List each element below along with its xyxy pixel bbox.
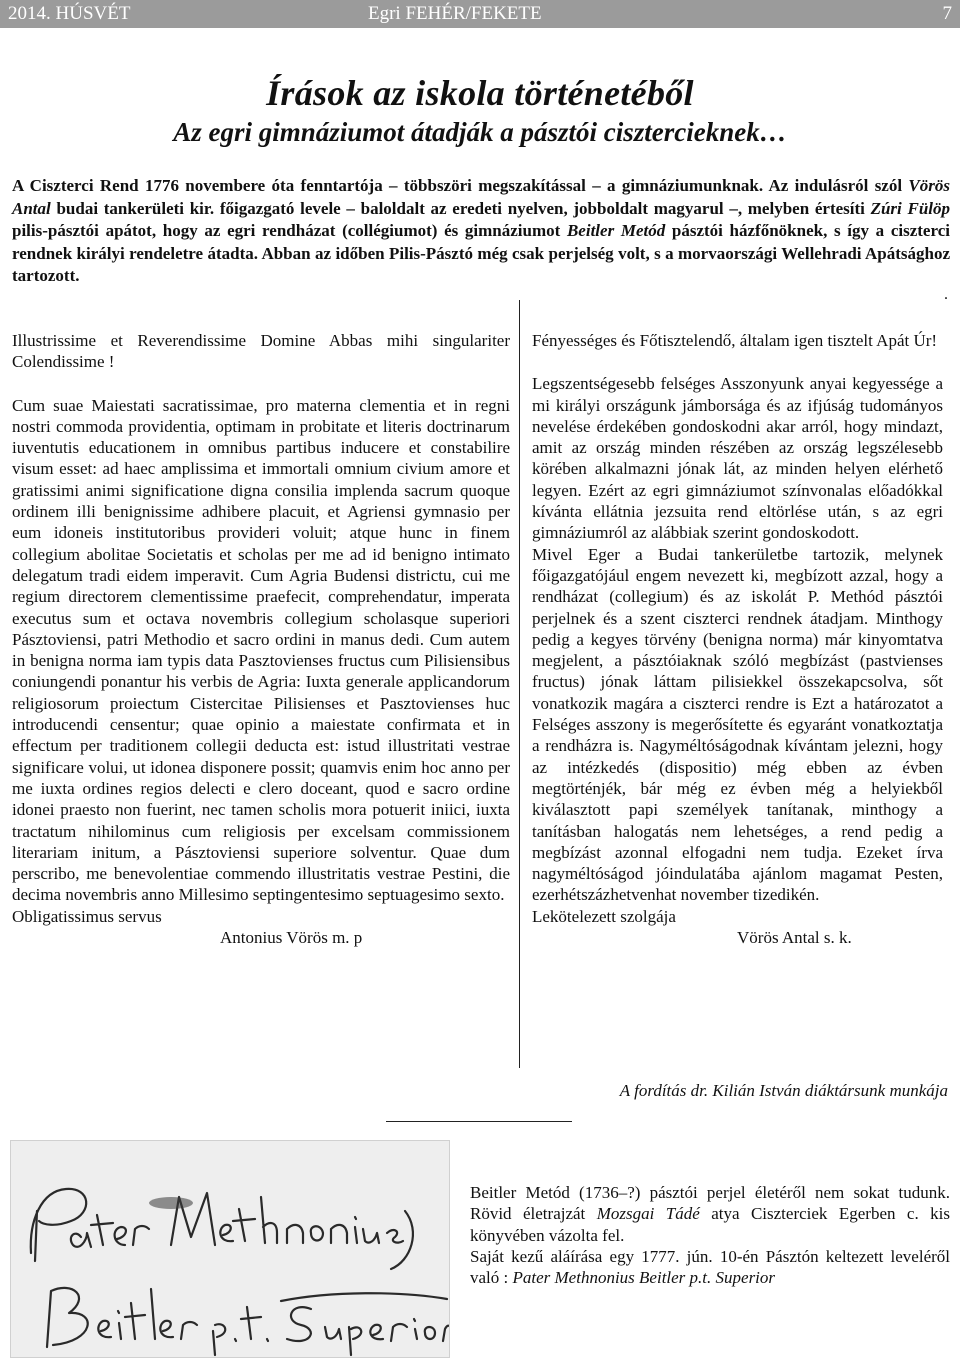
intro-text: pilis-pásztói apátot, hogy az egri rendházat (collégiumot) és gimnáziumot — [12, 221, 567, 240]
caption-name: Mozsgai Tádé — [596, 1204, 700, 1224]
page-header — [0, 0, 960, 28]
intro-text: pásztói házfőnöknek, s így a ciszterci rendnek királyi rendeletre átadta. Abban az időben Pilis-Pásztó még csak perjelség volt, s a morvaországi Wellehradi Apátsághoz tartozott. — [12, 221, 950, 285]
intro-text: budai tankerületi kir. főigazgató levele – baloldalt az eredeti nyelven, jobboldalt magyarul –, melyben értesíti — [50, 198, 871, 218]
latin-column — [12, 330, 510, 948]
article-title: Írások az iskola történetéből — [266, 73, 694, 113]
translation-credit: A fordítás dr. Kilián István diáktársunk munkája — [619, 1081, 948, 1100]
hungarian-paragraph-1: Legszentségesebb felséges Asszonyunk anyai kegyessége a mi királyi országunk jámborsága és az ifjúság tudományos nevelése érdekében gondoskodni akar arról, hogy mindazt, amit az ország minden részében az ország legszélesebb körében alkalmazni jónak lát, az minden helyen elérhető legyen. Ezért az egri gimnáziumot színvonalas előadókkal kívánta ellátnia jezsuita rend eltörlése után, s az egri gimnáziumról az alábbiak szerint gondoskodott. — [532, 374, 943, 543]
intro-name: Beitler Metód — [566, 221, 666, 240]
caption-text: Beitler Metód (1736–?) pásztói perjel életéről nem sokat tudunk. Rövid életrajzát — [470, 1183, 950, 1224]
stray-dot: . — [944, 286, 948, 303]
spacer — [532, 351, 943, 373]
signature-caption — [470, 1182, 950, 1288]
hungarian-column — [532, 330, 943, 948]
signature-drawing — [11, 1141, 449, 1357]
latin-body: Cum suae Maiestati sacratissimae, pro materna clementia et in regni nostri commoda providentia, optimam in probitate et literis doctrinarum iuventutis educationem in omnibus partibus inducere et constabilire visum esset: ad haec amplissima et immortali omnium civium amore et gratissimi animi significatione digna consilia implenda sacrum quoque ordinem illi benignissime adhibere placuit, et Agriensi gymnasio per eum idoneis institutoribus provideri voluit; atque hunc in finem collegium abolitae Societatis et scholas per me ad id benigno intimato delegatum tradi eidem imperavit. Cum Agria Budensi districtu, cui me regium directorem clementissime praefecit, comprehendatur, imperata executus sum et octava novembris collegium scholasque superiori Pásztoviensi, patri Methodio et sacro ordini in manus dedi. Cum autem in benigna norma iam typis data Pasztovienses fructus cum Pilisiensibus coniungendi ponantur his verbis de Agria: Iuxta generale applicandorum religiosorum proiectum Cistercitae Pilisienses et Pasztovienses huc introducendi censentur; quae opinio a maiestate confirmata et in effectum per traditionem collegii deducta est: istud illustritati vestrae significare volui, ut idonea disponere possit; quamvis enim hoc anno per me iuxta ordines regios delecti e clero doceant, quod e sacro ordine idonei praesto non fuerint, nec tamen scholis mora potuerit iniici, iuxta tractatum nihilominus cum religiosis per excelsam commissionem literariam initum, a Pásztoviensi superiore solventur. Quae dum perscribo, me benevolentiae commendo illustritatis vestrae Pestini, die decima novembris anno Millesimo septingentesimo septuagesimo sexto. — [12, 395, 510, 905]
latin-closing: Obligatissimus servus — [12, 906, 162, 926]
intro-text: A Ciszterci Rend 1776 novembere óta fenntartója – többszöri megszakítással – a gimnáziumunknak. Az indulásról szól — [12, 176, 909, 195]
column-divider — [519, 300, 520, 1068]
handwritten-signature-image — [10, 1140, 450, 1358]
caption-text: Saját kezű aláírása egy 1777. jún. 10-én Pásztón keltezett leveléről való : — [470, 1246, 950, 1288]
latin-signature: Antonius Vörös m. p — [220, 928, 363, 948]
hungarian-signature: Vörös Antal s. k. — [737, 928, 852, 948]
issue-label: 2014. HÚSVÉT — [8, 3, 131, 24]
spacer — [12, 373, 510, 395]
caption-paragraph-2 — [470, 1246, 950, 1289]
hungarian-closing: Lekötelezett szolgája — [532, 906, 676, 926]
caption-signature-transcription: Pater Methnonius Beitler p.t. Superior — [512, 1268, 776, 1288]
article-subtitle: Az egri gimnáziumot átadják a pásztói cisztercieknek… — [173, 117, 787, 147]
intro-paragraph — [12, 175, 950, 288]
caption-paragraph-1 — [470, 1182, 950, 1246]
hungarian-salutation: Fényességes és Főtisztelendő, általam igen tisztelt Apát Úr! — [532, 331, 938, 350]
section-rule — [386, 1121, 572, 1122]
caption-text: atya Ciszterciek Egerben c. kis könyvében vázolta fel. — [470, 1204, 951, 1245]
latin-salutation: Illustrissime et Reverendissime Domine Abbas mihi singulariter Colendissime ! — [12, 331, 510, 372]
hungarian-paragraph-2: Mivel Eger a Budai tankerületbe tartozik, melynek főigazgatójául engem nevezett ki, megbízott azzal, hogy a rendházat (collegium) és az iskolát P. Methód pásztói perjelnek és a szent ciszterci rendnek átadjam. Minthogy pedig a kegyes törvény (benigna norma) már kinyomtatva megjelent, a pásztóiaknak szóló megbízást (pastvienses fructus) jónak láttam pilisiekkel összekapcsolva, sőt vonatkozik magára a ciszterci rendre is Ezt a határozatot a Felséges asszony is megerősítette és egyaránt vonatkoztatja a rendházra is. Nagyméltóságodnak kívántam jelezni, hogy az intézkedés (dispositio) még ebben az évben megtörténjék, bár még ez évben még a helyiekből kiválasztott papi személyek tanítanak, minthogy a tanításban halogatás nem lehetséges, a rend pedig a megbízást azonnal elfogadni nem tudja. Ezeket írva nagyméltóságod jóindulatába ajánlom magamat Pesten, ezerhétszázhetvenhat november tizedikén. — [532, 544, 943, 905]
intro-name: Vörös Antal — [12, 176, 950, 218]
page-number: 7 — [942, 3, 952, 24]
intro-name: Zúri Fülöp — [870, 198, 950, 218]
publication-name: Egri FEHÉR/FEKETE — [368, 3, 542, 24]
